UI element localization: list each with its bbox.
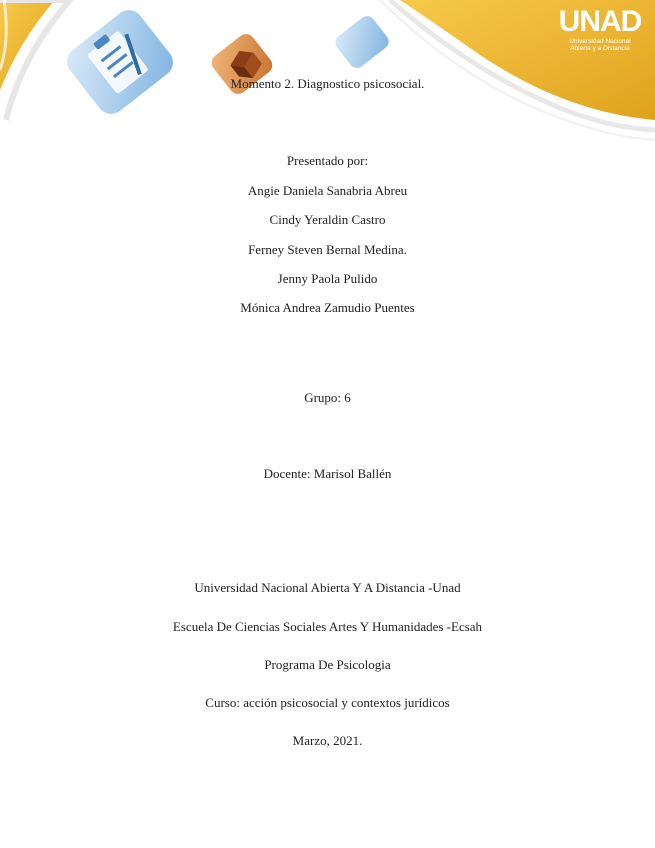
blue-tile-decoration — [331, 11, 393, 72]
logo-text: UNAD — [558, 5, 642, 38]
teacher-label: Docente: Marisol Ballén — [263, 466, 392, 481]
author-name: Angie Daniela Sanabria Abreu — [247, 183, 408, 198]
program-name: Programa De Psicologia — [264, 657, 391, 672]
logo-subtitle-line-2: Abierta y a Distancia — [570, 45, 630, 52]
author-name: Ferney Steven Bernal Medina. — [248, 242, 407, 257]
document-title: Momento 2. Diagnostico psicosocial. — [230, 76, 425, 91]
unad-logo — [552, 6, 648, 52]
university-name: Universidad Nacional Abierta Y A Distancia -Unad — [194, 580, 461, 595]
school-name: Escuela De Ciencias Sociales Artes Y Humanidades -Ecsah — [172, 619, 483, 634]
presented-by-label: Presentado por: — [286, 153, 369, 168]
author-name: Mónica Andrea Zamudio Puentes — [240, 300, 415, 315]
logo-subtitle-line-1: Universidad Nacional — [569, 38, 631, 45]
course-name: Curso: acción psicosocial y contextos jurídicos — [205, 695, 450, 710]
author-name: Jenny Paola Pulido — [277, 271, 378, 286]
clipboard-icon — [59, 2, 181, 122]
author-name: Cindy Yeraldin Castro — [269, 212, 386, 227]
document-date: Marzo, 2021. — [292, 733, 363, 748]
group-label: Grupo: 6 — [304, 390, 351, 405]
